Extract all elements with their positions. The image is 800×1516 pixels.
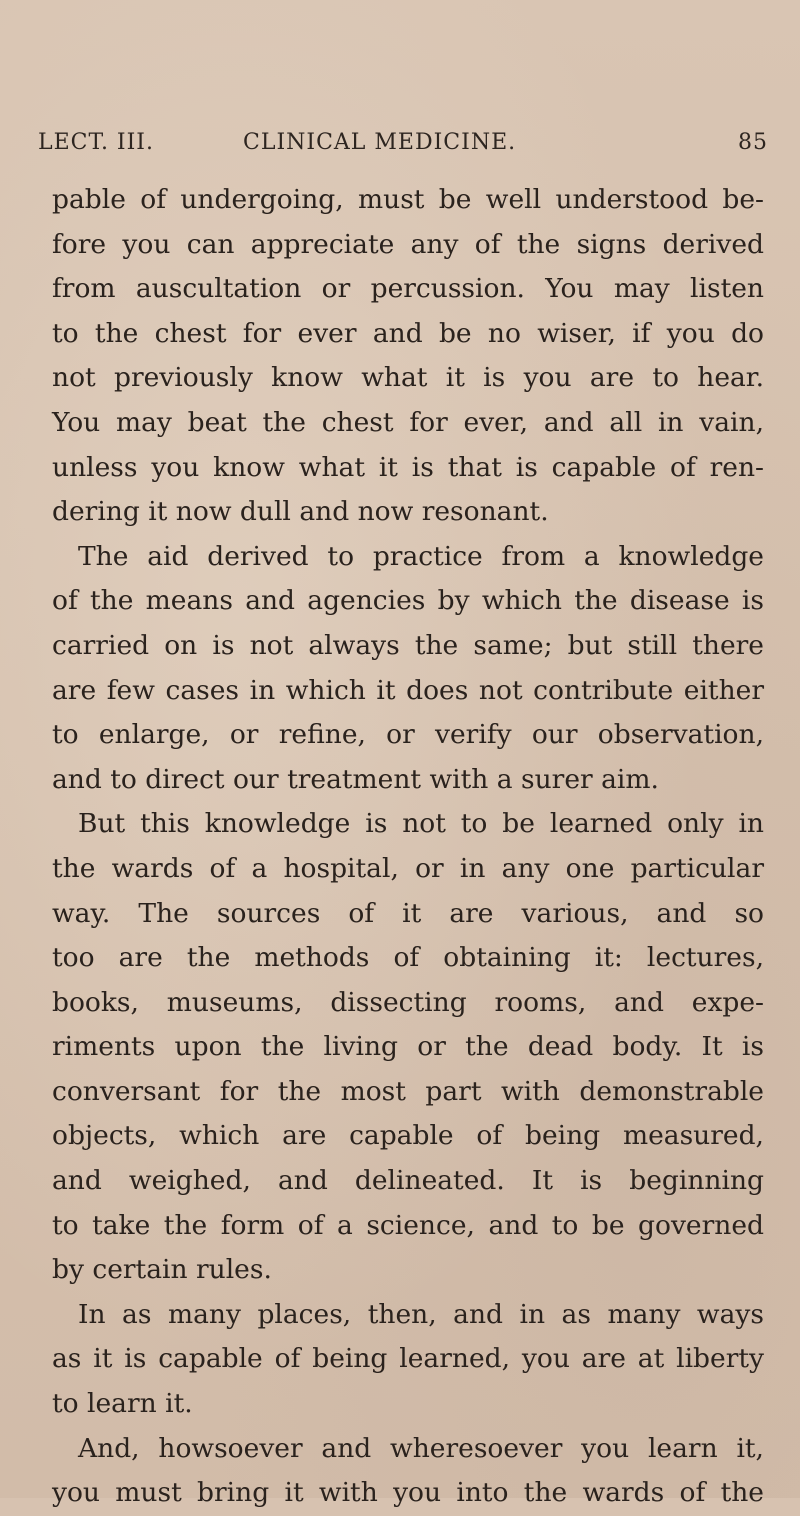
text-line: But this knowledge is not to be learned only in — [78, 808, 764, 840]
text-line: as it is capable of being learned, you are at liberty — [52, 1343, 764, 1375]
text-line: to the chest for ever and be no wiser, if you do — [52, 317, 764, 349]
text-line: In as many places, then, and in as many ways — [78, 1298, 764, 1330]
text-line: of the means and agencies by which the disease is — [52, 585, 764, 617]
text-line: fore you can appreciate any of the signs derived — [52, 228, 764, 260]
text-line: books, museums, dissecting rooms, and expe- — [52, 986, 764, 1018]
page-number: 85 — [738, 130, 768, 155]
text-line: you must bring it with you into the wards of the — [52, 1477, 764, 1509]
text-line: to enlarge, or refine, or verify our observation, — [52, 719, 764, 751]
text-line: and weighed, and delineated. It is beginning — [52, 1165, 764, 1197]
text-line: not previously know what it is you are to hear. — [52, 362, 764, 394]
text-line: unless you know what it is that is capable of ren- — [52, 451, 764, 483]
text-line: And, howsoever and wheresoever you learn it, — [78, 1432, 764, 1464]
text-line: riments upon the living or the dead body. It is — [52, 1031, 764, 1063]
running-header — [38, 130, 768, 170]
text-line: are few cases in which it does not contribute either — [52, 674, 764, 706]
lecture-number: LECT. III. — [38, 130, 154, 155]
text-line: the wards of a hospital, or in any one particular — [52, 852, 764, 884]
text-line: carried on is not always the same; but still there — [52, 629, 764, 661]
text-line: to take the form of a science, and to be governed — [52, 1209, 764, 1241]
body-text — [52, 178, 764, 1516]
running-title: CLINICAL MEDICINE. — [243, 130, 517, 155]
text-line: from auscultation or percussion. You may listen — [52, 273, 764, 305]
text-line: dering it now dull and now resonant. — [52, 496, 549, 528]
text-line: too are the methods of obtaining it: lectures, — [52, 942, 764, 974]
text-line: pable of undergoing, must be well understood be- — [52, 184, 764, 215]
text-line: to learn it. — [52, 1388, 193, 1420]
text-line: The aid derived to practice from a knowledge — [78, 540, 764, 572]
text-line: by certain rules. — [52, 1254, 272, 1286]
text-line: way. The sources of it are various, and so — [52, 897, 764, 929]
text-line: You may beat the chest for ever, and all in vain, — [52, 406, 764, 438]
text-line: and to direct our treatment with a surer aim. — [52, 763, 659, 795]
text-line: conversant for the most part with demonstrable — [52, 1075, 764, 1107]
text-line: objects, which are capable of being measured, — [52, 1120, 764, 1152]
